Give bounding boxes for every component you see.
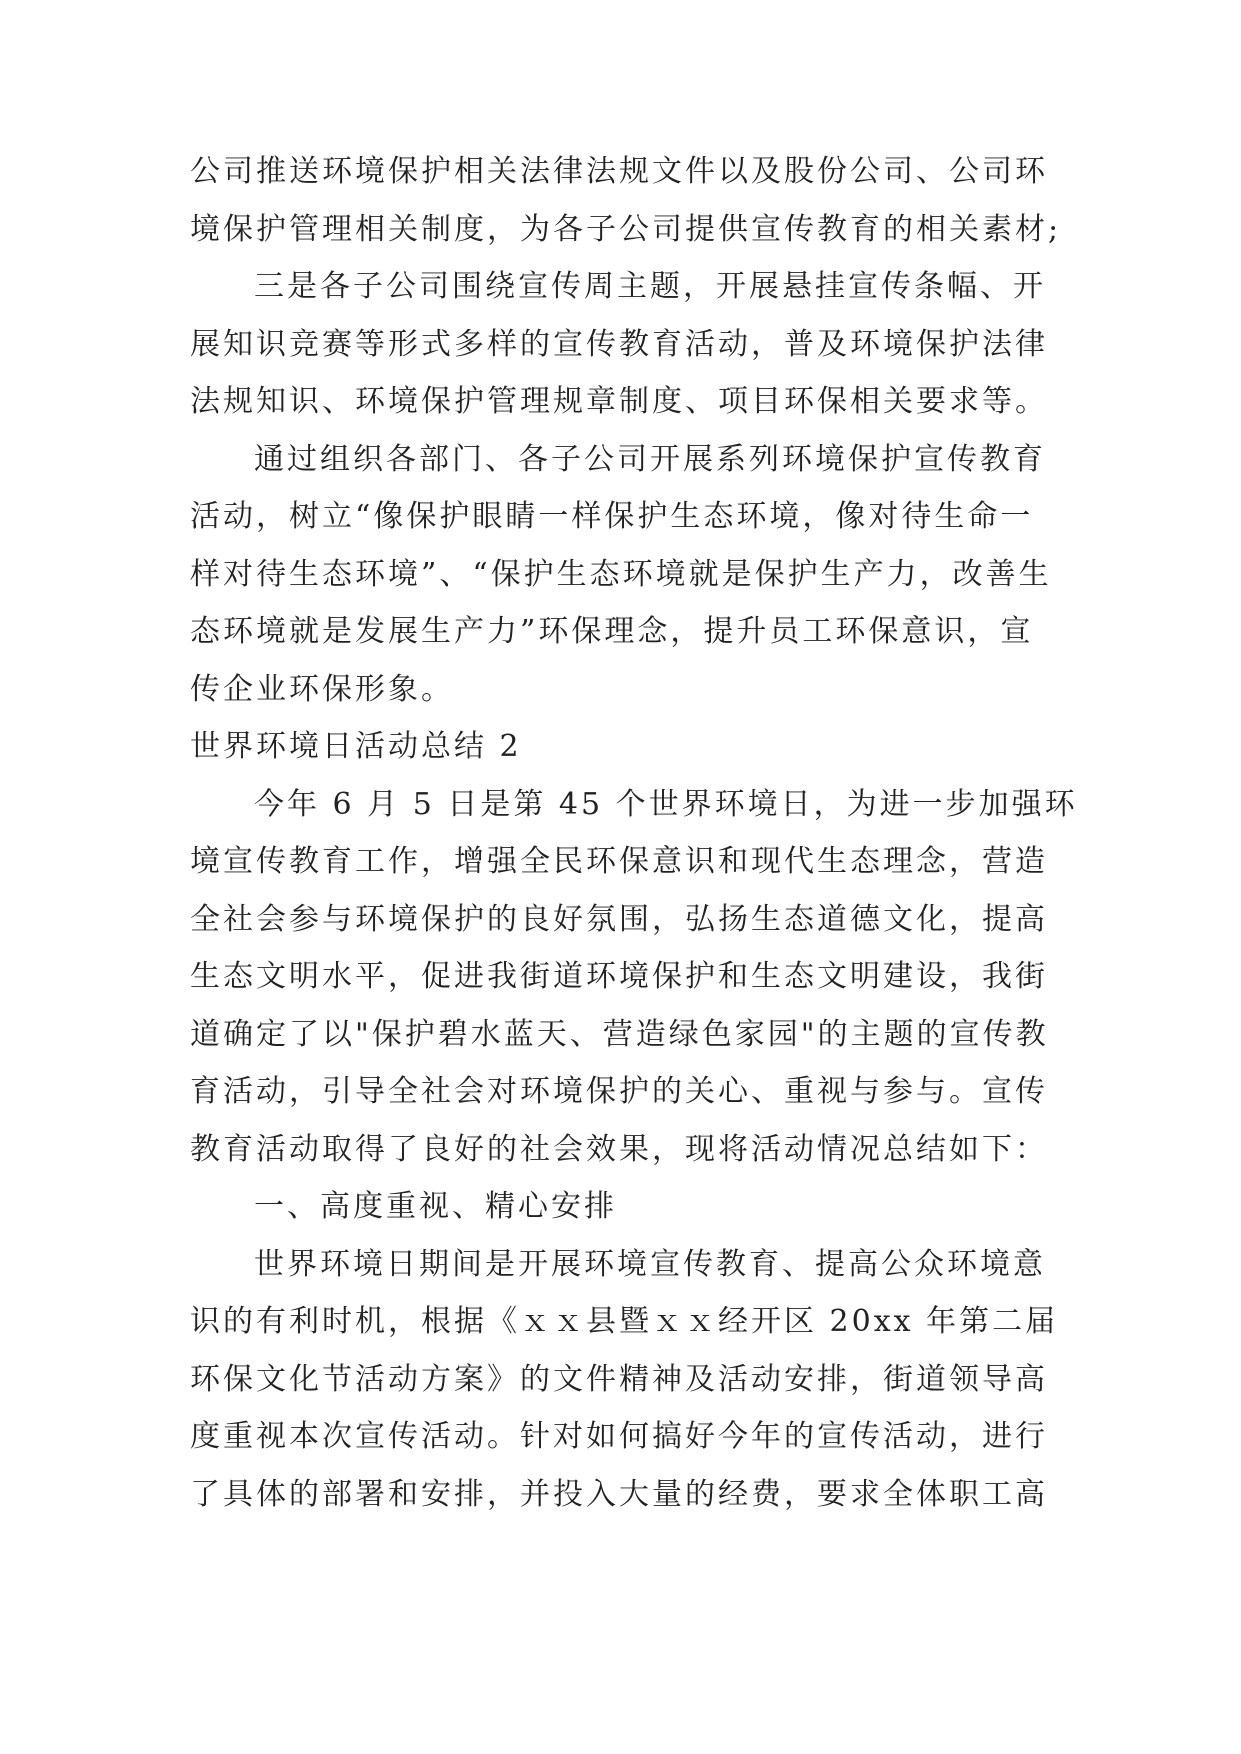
text-line: 境保护管理相关制度，为各子公司提供宣传教育的相关素材; xyxy=(190,211,1062,247)
text-line: 今年 6 月 5 日是第 45 个世界环境日，为进一步加强环 xyxy=(254,786,1078,822)
text-line: 世界环境日活动总结 2 xyxy=(190,729,522,764)
text-line: 世界环境日期间是开展环境宣传教育、提高公众环境意 xyxy=(254,1246,1046,1282)
text-line: 生态文明水平，促进我街道环境保护和生态文明建设，我街 xyxy=(190,959,1048,994)
text-line: 通过组织各部门、各子公司开展系列环境保护宣传教育 xyxy=(254,441,1046,477)
text-line: 一、高度重视、精心安排 xyxy=(254,1189,617,1224)
text-line: 全社会参与环境保护的良好氛围，弘扬生态道德文化，提高 xyxy=(190,901,1048,937)
text-line: 展知识竞赛等形式多样的宣传教育活动，普及环境保护法律 xyxy=(190,326,1048,362)
text-line: 态环境就是发展生产力”环保理念，提升员工环保意识，宣 xyxy=(190,614,1034,649)
text-line: 法规知识、环境保护管理规章制度、项目环保相关要求等。 xyxy=(190,384,1048,419)
text-line: 传企业环保形象。 xyxy=(190,671,454,707)
text-line: 教育活动取得了良好的社会效果，现将活动情况总结如下： xyxy=(190,1131,1048,1167)
text-line: 样对待生态环境”、“保护生态环境就是保护生产力，改善生 xyxy=(190,556,1052,592)
text-line: 境宣传教育工作，增强全民环保意识和现代生态理念，营造 xyxy=(190,844,1048,879)
text-line: 道确定了以"保护碧水蓝天、营造绿色家园"的主题的宣传教 xyxy=(190,1016,1049,1052)
text-line: 度重视本次宣传活动。针对如何搞好今年的宣传活动，进行 xyxy=(190,1419,1048,1454)
text-line: 活动，树立“像保护眼睛一样保护生态环境，像对待生命一 xyxy=(190,499,1034,534)
text-line: 环保文化节活动方案》的文件精神及活动安排，街道领导高 xyxy=(190,1361,1048,1397)
text-line: 三是各子公司围绕宣传周主题，开展悬挂宣传条幅、开 xyxy=(254,269,1046,304)
text-line: 育活动，引导全社会对环境保护的关心、重视与参与。宣传 xyxy=(190,1074,1048,1109)
text-line: 识的有利时机，根据《ｘｘ县暨ｘｘ经开区 20xx 年第二届 xyxy=(190,1304,1059,1339)
text-line: 了具体的部署和安排，并投入大量的经费，要求全体职工高 xyxy=(190,1476,1048,1512)
text-line: 公司推送环境保护相关法律法规文件以及股份公司、公司环 xyxy=(190,154,1048,189)
document-body xyxy=(190,143,1078,1523)
